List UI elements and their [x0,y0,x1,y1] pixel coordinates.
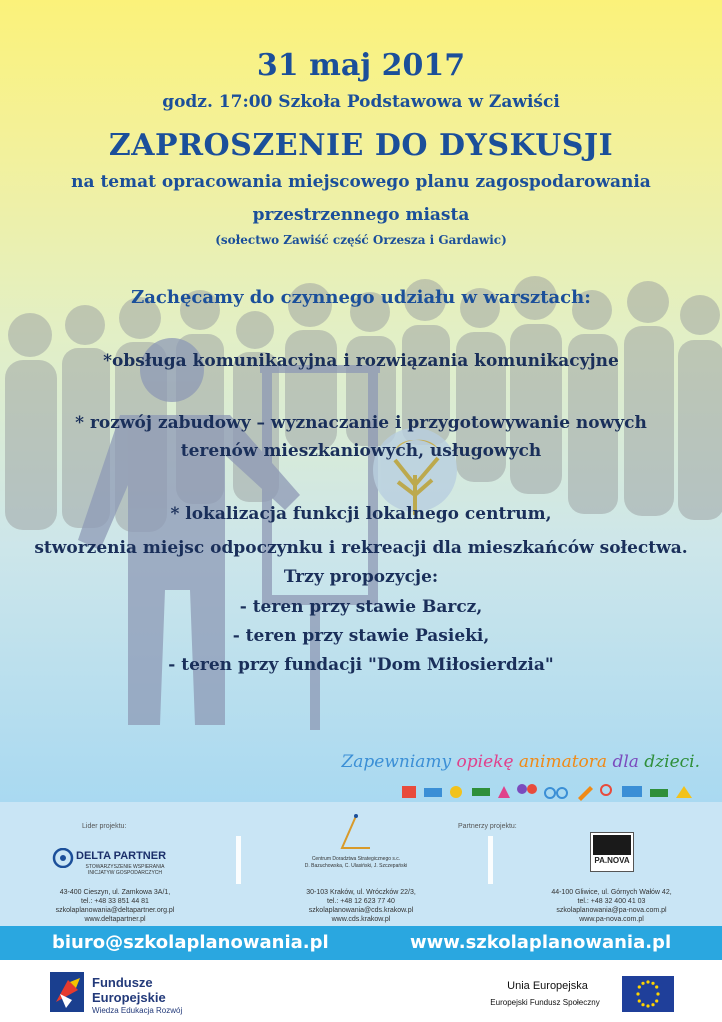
subtitle-line-2: przestrzennego miasta [252,205,470,225]
divider [236,836,241,884]
delta-partner-logo-icon [52,848,74,868]
subtitle-line-1: na temat opracowania miejscowego planu zagospodarowania [71,172,651,192]
balloon-2-icon [527,784,537,794]
delta-tagline-2: INICJATYW GOSPODARCZYCH [87,870,163,876]
childcare-word-2: opiekę [456,752,519,772]
proposal-1: - teren przy stawie Barcz, [239,597,483,617]
workshop-topic-3: * lokalizacja funkcji lokalnego centrum, [170,504,552,524]
divider [488,836,493,884]
partners-label: Partnerzy projektu: [458,823,517,830]
invitation-heading: ZAPROSZENIE DO DYSKUSJI [108,128,614,163]
cds-contact [266,888,456,924]
workshop-topic-2: * rozwój zabudowy – wyznaczanie i przygotowywanie nowych [75,413,647,433]
delta-web: www.deltapartner.pl [84,916,146,923]
encouragement-line: Zachęcamy do czynnego udziału w warsztach: [131,287,591,308]
workshop-topic-2-cont: terenów mieszkaniowych, usługowych [180,441,542,461]
panova-phone: tel.: +48 32 400 41 03 [577,898,646,905]
website-link[interactable]: www.szkolaplanowania.pl [410,932,672,953]
bike-icon [545,788,555,798]
panova-name: PA.NOVA [594,856,630,865]
panova-contact [514,888,709,924]
toy-car-icon [472,788,490,796]
cds-address: 30-103 Kraków, ul. Wróczków 22/3, [306,889,416,896]
contact-email-link[interactable]: biuro@szkolaplanowania.pl [52,932,329,953]
childcare-word-4: dla [612,752,645,772]
delta-email: szkolaplanowania@deltapartner.org.pl [55,907,175,914]
workshop-topic-1: *obsługa komunikacyjna i rozwiązania komunikacyjne [103,351,619,371]
eu-flag-icon [622,976,674,1012]
delta-tagline-1: STOWARZYSZENIE WSPIERANIA [85,864,165,870]
balloon-icon [517,784,527,794]
proposal-2: - teren przy stawie Pasieki, [232,626,490,646]
childcare-word-1: Zapewniamy [341,752,457,772]
bus-icon [622,786,642,797]
childcare-note [330,752,700,772]
toy-duck-icon [450,786,462,798]
fe-line-3: Wiedza Edukacja Rozwój [92,1006,183,1015]
toy-truck-icon [424,788,442,797]
cds-email: szkolaplanowania@cds.krakow.pl [308,907,414,914]
event-time-place: godz. 17:00 Szkoła Podstawowa w Zawiści [162,92,560,112]
magnifier-icon [601,785,611,795]
panova-address: 44-100 Gliwice, ul. Górnych Wałów 42, [551,889,672,896]
proposals-heading: Trzy propozycje: [283,567,439,587]
subtitle-line-3: (sołectwo Zawiść część Orzesza i Gardawic) [215,233,507,247]
toy-bag-icon [498,786,510,798]
pencil-icon [578,786,593,801]
panova-web: www.pa-nova.com.pl [579,916,644,923]
cds-logo-icon [336,812,376,854]
delta-partner-name: DELTA PARTNER [76,850,167,862]
delta-partner-contact [20,888,210,924]
childcare-word-3: animatora [518,752,613,772]
sandcastle-icon [676,786,692,798]
fundusze-europejskie-logo-icon [50,972,84,1012]
proposal-3: - teren przy fundacji "Dom Miłosierdzia" [168,655,554,675]
cds-name-1: Centrum Doradztwa Strategicznego s.c. [311,856,401,862]
panova-logo-burst [593,835,631,855]
delta-address: 43-400 Cieszyn, ul. Zamkowa 3A/1, [59,889,171,896]
eu-line-1: Unia Europejska [507,980,588,992]
eu-line-2: Europejski Fundusz Społeczny [490,998,600,1007]
toys-icons-row [398,780,698,802]
fe-line-2: Europejskie [92,990,166,1005]
car-icon [650,789,668,797]
childcare-word-5: dzieci. [644,752,700,772]
panova-email: szkolaplanowania@pa-nova.com.pl [556,907,667,914]
fe-line-1: Fundusze [92,975,153,990]
delta-partner-tagline [80,864,170,876]
panova-logo [590,832,634,872]
bike-wheel-icon [557,788,567,798]
workshop-topic-3-cont: stworzenia miejsc odpoczynku i rekreacji dla mieszkańców sołectwa. [34,538,688,558]
cds-phone: tel.: +48 12 623 77 40 [327,898,395,905]
cds-name-2: D. Bazuchowska, C. Ulasiński, J. Szczepański [304,863,408,869]
event-date: 31 maj 2017 [256,48,466,83]
cds-name [296,856,416,870]
leader-label: Lider projektu: [82,823,127,830]
cds-web: www.cds.krakow.pl [331,916,391,923]
toy-blocks-icon [402,786,416,798]
delta-phone: tel.: +48 33 851 44 81 [81,898,149,905]
